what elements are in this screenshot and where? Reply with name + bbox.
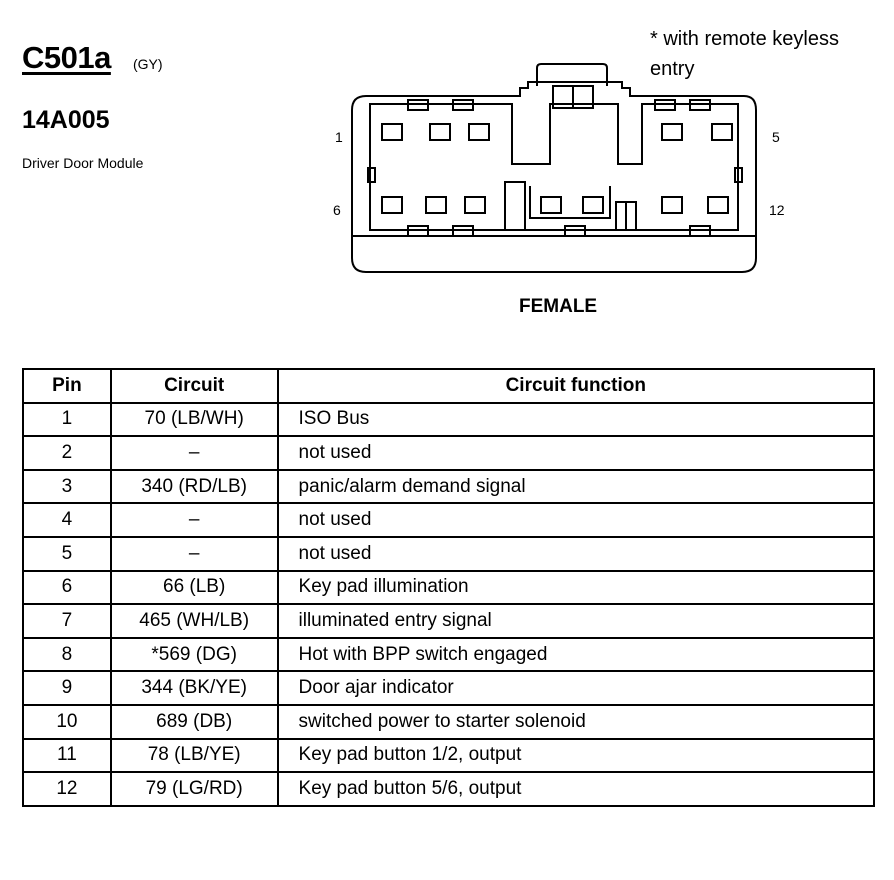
pin-label-12: 12 [769, 202, 785, 218]
table-row [23, 403, 874, 437]
cell-function: Key pad illumination [278, 571, 874, 605]
pin-cavity [583, 197, 603, 213]
table-row [23, 436, 874, 470]
cell-circuit: 465 (WH/LB) [111, 604, 278, 638]
gender-label: FEMALE [519, 296, 598, 317]
cell-circuit: 66 (LB) [111, 571, 278, 605]
cell-function: switched power to starter solenoid [278, 705, 874, 739]
table-row [23, 537, 874, 571]
cell-pin: 3 [23, 470, 111, 504]
pin-cavity [662, 197, 682, 213]
cell-circuit: 689 (DB) [111, 705, 278, 739]
cell-function: not used [278, 503, 874, 537]
table-row [23, 571, 874, 605]
cell-circuit: 344 (BK/YE) [111, 671, 278, 705]
pin-cavity [382, 124, 402, 140]
table-row [23, 772, 874, 806]
connector-color: (GY) [133, 56, 163, 72]
cell-pin: 2 [23, 436, 111, 470]
table-row [23, 503, 874, 537]
connector-id: C501a [22, 40, 111, 75]
cell-pin: 10 [23, 705, 111, 739]
cell-function: Door ajar indicator [278, 671, 874, 705]
pin-cavity [430, 124, 450, 140]
cell-circuit: 340 (RD/LB) [111, 470, 278, 504]
cell-pin: 6 [23, 571, 111, 605]
table-row [23, 604, 874, 638]
cell-function: not used [278, 537, 874, 571]
table-row [23, 638, 874, 672]
cell-circuit: 78 (LB/YE) [111, 739, 278, 773]
cell-circuit: *569 (DG) [111, 638, 278, 672]
part-name: Driver Door Module [22, 155, 144, 171]
pin-cavity [662, 124, 682, 140]
header-pin: Pin [23, 369, 111, 403]
table-row [23, 705, 874, 739]
cell-pin: 8 [23, 638, 111, 672]
cell-pin: 4 [23, 503, 111, 537]
cell-circuit: – [111, 503, 278, 537]
pin-cavity [469, 124, 489, 140]
cell-pin: 11 [23, 739, 111, 773]
cell-circuit: 79 (LG/RD) [111, 772, 278, 806]
cell-pin: 5 [23, 537, 111, 571]
table-header-row [23, 369, 874, 403]
pin-cavity [382, 197, 402, 213]
pin-label-5: 5 [772, 129, 780, 145]
pin-cavity [426, 197, 446, 213]
pin-cavity [541, 197, 561, 213]
pin-cavity [712, 124, 732, 140]
table-row [23, 671, 874, 705]
cell-pin: 7 [23, 604, 111, 638]
pin-cavity [708, 197, 728, 213]
table-row [23, 739, 874, 773]
cell-function: not used [278, 436, 874, 470]
connector-face-diagram [330, 58, 800, 288]
pin-cavity [465, 197, 485, 213]
cell-pin: 1 [23, 403, 111, 437]
pin-label-6: 6 [333, 202, 341, 218]
cell-function: Hot with BPP switch engaged [278, 638, 874, 672]
cell-pin: 12 [23, 772, 111, 806]
pin-label-1: 1 [335, 129, 343, 145]
cell-function: illuminated entry signal [278, 604, 874, 638]
cell-function: panic/alarm demand signal [278, 470, 874, 504]
cell-circuit: – [111, 436, 278, 470]
rib-left [505, 182, 525, 230]
header-function: Circuit function [278, 369, 874, 403]
cell-function: ISO Bus [278, 403, 874, 437]
cell-circuit: 70 (LB/WH) [111, 403, 278, 437]
pin-table [22, 368, 875, 807]
cell-circuit: – [111, 537, 278, 571]
remote-keyless-note: * with remote keyless entry [650, 28, 839, 80]
cell-pin: 9 [23, 671, 111, 705]
part-number: 14A005 [22, 106, 110, 134]
header-circuit: Circuit [111, 369, 278, 403]
table-row [23, 470, 874, 504]
cell-function: Key pad button 1/2, output [278, 739, 874, 773]
cell-function: Key pad button 5/6, output [278, 772, 874, 806]
